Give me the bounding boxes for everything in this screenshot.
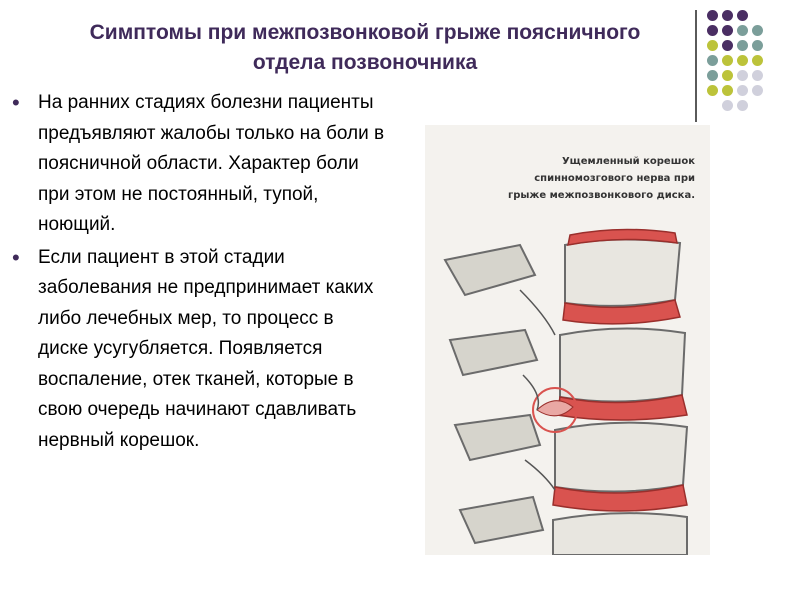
decorative-dot bbox=[737, 70, 748, 81]
caption-line: спинномозгового нерва при bbox=[534, 173, 695, 184]
decorative-dot bbox=[722, 10, 733, 21]
decorative-dot bbox=[722, 40, 733, 51]
decorative-dot bbox=[722, 25, 733, 36]
caption-line: грыже межпозвонкового диска. bbox=[507, 190, 695, 201]
bullet-item bbox=[12, 243, 387, 457]
decorative-dot bbox=[707, 25, 718, 36]
decorative-dot bbox=[737, 25, 748, 36]
bullet-icon: • bbox=[12, 90, 20, 115]
bullet-text: Если пациент в этой стадии заболевания не предпринимает каких либо лечебных мер, то процесс в диске усугубляется. Появляется воспаление, отек тканей, которые в свою очередь начинают сдавливать нервный корешок. bbox=[38, 246, 374, 451]
decorative-dot bbox=[737, 40, 748, 51]
decorative-dot bbox=[722, 70, 733, 81]
bullet-icon: • bbox=[12, 244, 20, 270]
spine-illustration bbox=[425, 125, 710, 555]
decorative-dot bbox=[707, 40, 718, 51]
decorative-dot bbox=[707, 55, 718, 66]
decorative-dot bbox=[707, 70, 718, 81]
decorative-dot bbox=[752, 85, 763, 96]
caption-line: Ущемленный корешок bbox=[561, 156, 695, 167]
decorative-dot bbox=[752, 70, 763, 81]
decorative-dot bbox=[707, 85, 718, 96]
slide-title: Симптомы при межпозвонковой грыже поясничного отдела позвоночника bbox=[89, 21, 641, 74]
decorative-dot bbox=[722, 85, 733, 96]
header-divider bbox=[695, 10, 697, 122]
figure-caption bbox=[425, 153, 695, 204]
decorative-dot bbox=[737, 10, 748, 21]
bullet-text: На ранних стадиях болезни пациенты предъявляют жалобы только на боли в поясничной области. Характер боли при этом не постоянный, тупой, ноющий. bbox=[38, 92, 385, 235]
decorative-dot bbox=[752, 55, 763, 66]
decorative-dot bbox=[737, 55, 748, 66]
decorative-dot bbox=[722, 55, 733, 66]
decorative-dot bbox=[722, 100, 733, 111]
decorative-dot bbox=[752, 40, 763, 51]
decorative-dot bbox=[707, 10, 718, 21]
decorative-dot bbox=[737, 85, 748, 96]
bullet-item bbox=[12, 88, 387, 241]
decorative-dot bbox=[752, 25, 763, 36]
decorative-dot bbox=[737, 100, 748, 111]
bullet-list bbox=[12, 88, 387, 458]
